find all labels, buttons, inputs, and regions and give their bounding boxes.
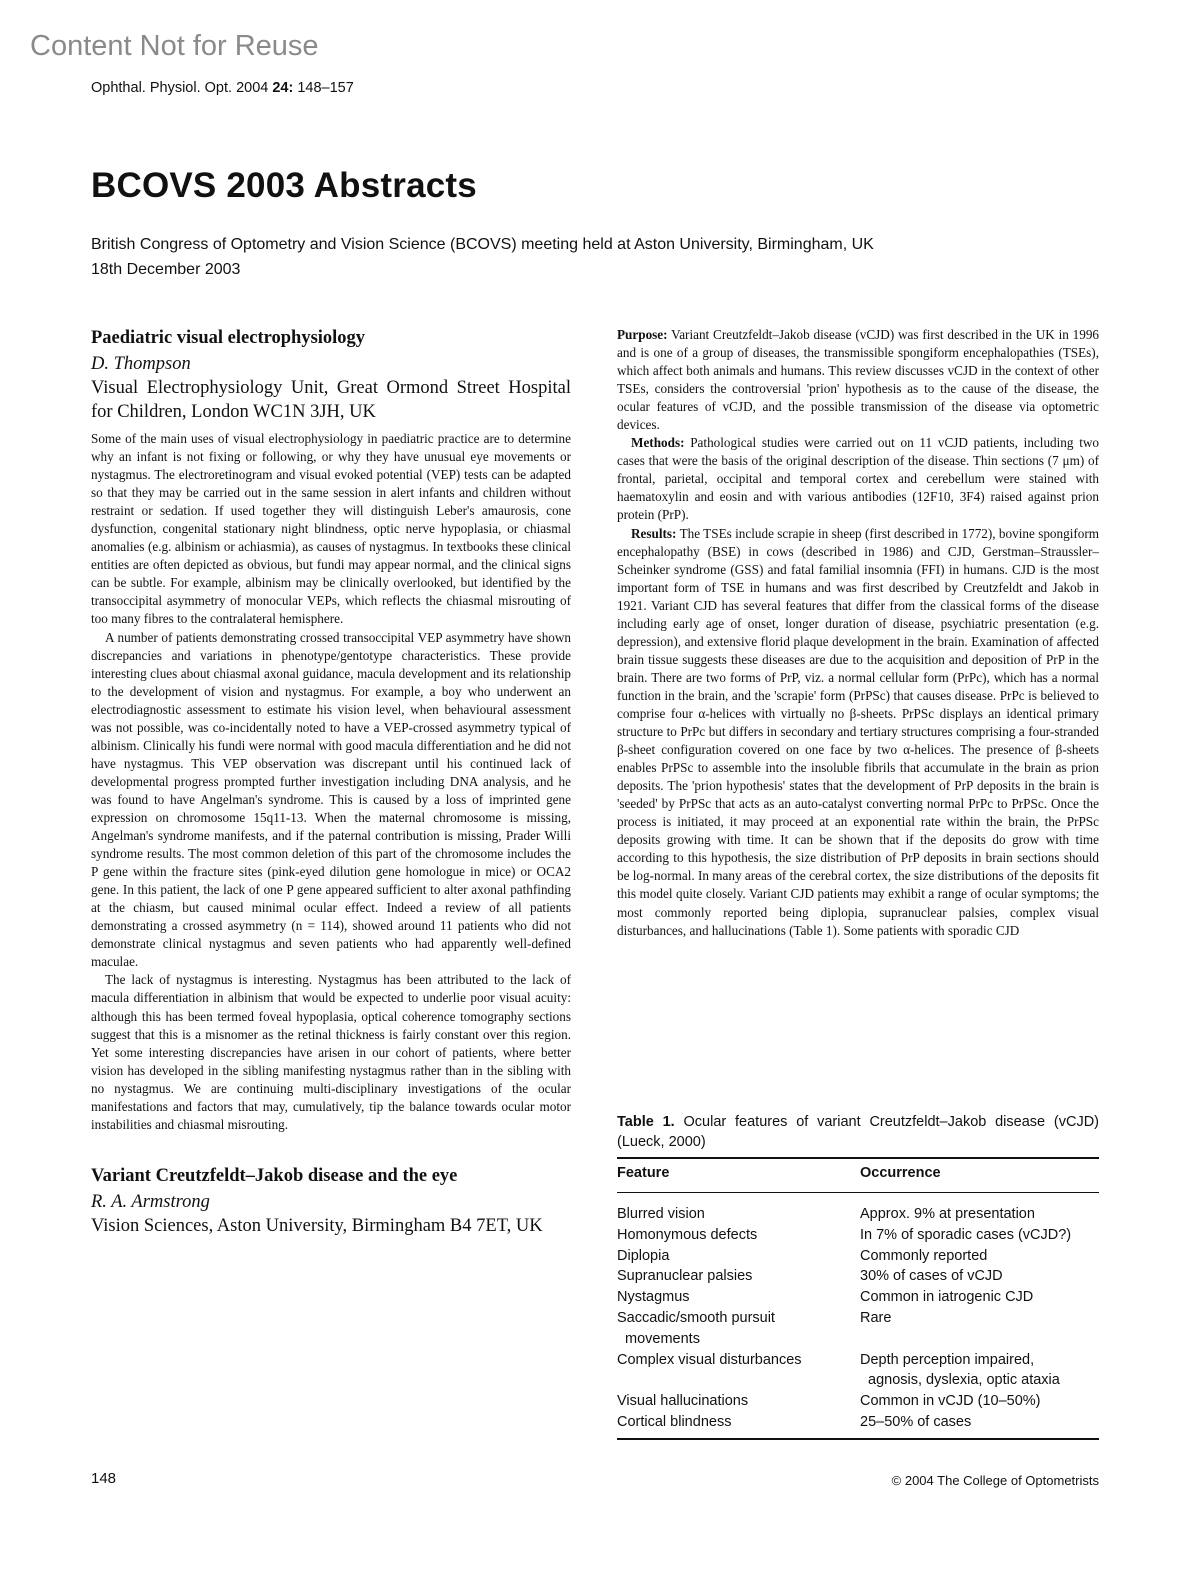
- abstract-title: Variant Creutzfeldt–Jakob disease and the eye: [91, 1165, 458, 1186]
- table-header-row: [617, 1158, 1099, 1193]
- table-cell: Supranuclear palsies: [617, 1268, 753, 1285]
- page-number: 148: [91, 1470, 117, 1487]
- methods-text: Pathological studies were carried out on 11 vCJD patients, including two cases that were the basis of the original description of the disease. Thin sections (7 μm) of frontal, parietal, occipital and temporal cortex and cerebellum were stained with haematoxylin and eosin and with various antibodies (12F10, 3F4) raised against prion protein (PrP).: [617, 435, 1099, 523]
- purpose-label: Purpose:: [617, 327, 668, 342]
- table-cell: 30% of cases of vCJD: [860, 1268, 1003, 1285]
- table-cell: 25–50% of cases: [860, 1413, 972, 1430]
- table-cell: Commonly reported: [860, 1247, 988, 1264]
- table-caption: [617, 1112, 1099, 1152]
- journal-citation: [91, 80, 354, 96]
- features-table: [617, 1157, 1099, 1440]
- table-cell: Diplopia: [617, 1247, 670, 1264]
- abstract-affiliation: Vision Sciences, Aston University, Birmingham B4 7ET, UK: [91, 1215, 543, 1236]
- table-row: [617, 1391, 1099, 1412]
- cell-line-continued: agnosis, dyslexia, optic ataxia: [868, 1372, 1060, 1389]
- abstract-paragraph: Some of the main uses of visual electrophysiology in paediatric practice are to determine why an infant is not fixing or following, or why they have unusual eye movements or nystagmus. The electroretinogram and visual evoked potential (VEP) tests can be adapted so that they may be carried out in the same session in alert infants and children without restraint or sedation. If used together they will distinguish Leber's amaurosis, cone dysfunction, congenital stationary night blindness, optic nerve hypoplasia, or chiasmal anomalies (e.g. albinism or achiasmia), as causes of nystagmus. In textbooks these clinical entities are often depicted as obvious, but fundi may appear normal, and the clinical signs can be subtle. For example, albinism may be clinically overlooked, but identified by the transoccipital asymmetry of monocular VEPs, which reflects the chiasmal misrouting of too many fibres to the contralateral hemisphere.: [91, 431, 571, 627]
- cell-line: Saccadic/smooth pursuit: [617, 1309, 775, 1326]
- table-cell: Nystagmus: [617, 1289, 690, 1306]
- copyright-notice: © 2004 The College of Optometrists: [891, 1473, 1099, 1488]
- table-row: [617, 1287, 1099, 1308]
- table-cell: In 7% of sporadic cases (vCJD?): [860, 1226, 1072, 1243]
- table-row: [617, 1193, 1099, 1225]
- abstract-vcjd-header: [91, 1164, 571, 1238]
- abstract-author: R. A. Armstrong: [91, 1191, 210, 1212]
- document-title: BCOVS 2003 Abstracts: [91, 166, 477, 205]
- table-row: [617, 1350, 1099, 1392]
- table-row: [617, 1225, 1099, 1246]
- table-label: Table 1.: [617, 1114, 675, 1130]
- table-cell: Blurred vision: [617, 1206, 705, 1222]
- table-row: [617, 1308, 1099, 1350]
- abstract-paragraph: A number of patients demonstrating crossed transoccipital VEP asymmetry have shown discrepancies and variations in phenotype/gentotype characteristics. These provide interesting clues about chiasmal axonal guidance, macula development and its relationship to the development of vision and nystagmus. For example, a boy who underwent an electrodiagnostic assessment to estimate his vision level, when behavioural assessment was not possible, was co-incidentally noted to have a VEP-crossed asymmetry typical of albinism. Clinically his fundi were normal with good macula differentiation and he did not have nystagmus. This VEP observation was discrepant until his continued lack of developmental progress prompted further investigation including DNA analysis, and he was found to have Angelman's syndrome. This is caused by a loss of imprinted gene expression on chromosome 15q11-13. When the maternal chromosome is missing, Angelman's syndrome manifests, and if the paternal contribution is missing, Prader Willi syndrome results. The most common deletion of this part of the chromosome includes the P gene within the fracture sites (pink-eyed dilution gene homologue in mice) or OCA2 gene. In this patient, the lack of one P gene appeared sufficient to alter axonal pathfinding at the chiasm, but caused minimal ocular effect. Indeed a review of all patients demonstrating a crossed asymmetry (n = 114), showed around 11 patients who did not demonstrate clinical nystagmus and seven patients who had apparently well-defined maculae.: [91, 629, 571, 970]
- table-cell: Homonymous defects: [617, 1226, 758, 1243]
- table-cell: Common in iatrogenic CJD: [860, 1289, 1034, 1306]
- results-label: Results:: [631, 525, 677, 541]
- table-row: [617, 1412, 1099, 1439]
- table-1: [617, 1112, 1099, 1440]
- methods-label: Methods:: [631, 435, 685, 451]
- watermark: Content Not for Reuse: [30, 30, 319, 62]
- left-column: [91, 326, 571, 1244]
- table-cell: Rare: [860, 1309, 892, 1326]
- table-caption-text: Ocular features of variant Creutzfeldt–Jakob disease (vCJD) (Lueck, 2000): [617, 1114, 1100, 1150]
- abstract-author: D. Thompson: [91, 354, 191, 374]
- journal-volume: 24:: [272, 80, 294, 96]
- abstract-paediatric: [91, 326, 571, 1134]
- table-cell: Cortical blindness: [617, 1413, 732, 1430]
- abstract-title: Paediatric visual electrophysiology: [91, 328, 366, 348]
- section-spacer: [91, 1134, 571, 1164]
- abstract-affiliation: Visual Electrophysiology Unit, Great Ormond Street Hospital for Children, London WC1N 3JH, UK: [91, 378, 571, 422]
- table-cell: Common in vCJD (10–50%): [860, 1393, 1041, 1410]
- cell-line: Depth perception impaired,: [860, 1351, 1035, 1368]
- right-column: [617, 326, 1099, 940]
- table-header-occurrence: Occurrence: [860, 1158, 1099, 1193]
- table-row: [617, 1266, 1099, 1287]
- abstract-paragraph: The lack of nystagmus is interesting. Nystagmus has been attributed to the lack of macula differentiation in albinism that would be expected to underlie poor visual acuity: although this has been termed foveal hypoplasia, optical coherence tomography sections suggest that this is a misnomer as the retinal thickness is fairly constant over this region. Yet some interesting discrepancies have arisen in our cohort of patients, where better vision has developed in the sibling manifesting nystagmus rather than in the sibling with no nystagmus. We are continuing multi-disciplinary investigations of the ocular manifestations and factors that may, cumulatively, tip the balance towards ocular motor instabilities and chiasmal misrouting.: [91, 972, 571, 1132]
- table-cell: Approx. 9% at presentation: [860, 1206, 1035, 1222]
- results-text: The TSEs include scrapie in sheep (first described in 1772), bovine spongiform encephalopathy (BSE) in cows (described in 1986) and CJD, Gerstman–Straussler–Scheinker syndrome (GSS) and fatal familial insomnia (FFI) in humans. CJD is the most important form of TSE in humans and was first described by Creutzfeldt and Jakob in 1921. Variant CJD has several features that differ from the classical forms of the disease including early age of onset, longer duration of disease, psychiatric presentation (e.g. depression), and extensive florid plaque development in the brain. Examination of affected brain tissue suggests these diseases are due to the acquisition and deposition of PrP in the brain. There are two forms of PrP, viz. a normal cellular form (PrPc), which has a normal function in the brain, and the 'scrapie' form (PrPSc) that causes disease. PrPc is believed to comprise four α-helices with virtually no β-sheets. PrPSc displays an identical primary structure to PrPc but differs in secondary and tertiary structures comprising a four-stranded β-sheet configuration covered on one face by two α-helices. The presence of β-sheets enables PrPSc to assemble into the insoluble fibrils that accumulate in the brain as prion deposits. The 'prion hypothesis' states that the development of PrP deposits in the brain is 'seeded' by PrPSc that acts as an auto-catalyst converting normal PrPc to PrPSc. Once the process is initiated, it may proceed at an exponential rate within the brain, the PrPSc deposits growing with time. It can be shown that if the deposits do grow with time according to this hypothesis, the size distribution of PrP deposits in brain sections should be log-normal. In many areas of the cerebral cortex, the size distributions of the deposits fit this model quite closely. Variant CJD patients may exhibit a range of ocular symptoms; the most commonly reported being diplopia, supranuclear palsies, complex visual disturbances, and hallucinations (Table 1). Some patients with sporadic CJD: [617, 525, 1099, 938]
- journal-name: Ophthal. Physiol. Opt. 2004: [91, 80, 269, 96]
- methods-paragraph: [617, 434, 1099, 524]
- journal-pages: 148–157: [297, 80, 354, 96]
- table-row: [617, 1246, 1099, 1267]
- table-cell: Visual hallucinations: [617, 1393, 749, 1410]
- cell-line-continued: movements: [625, 1330, 700, 1347]
- table-cell: Complex visual disturbances: [617, 1351, 802, 1368]
- table-cell: [860, 1350, 1099, 1392]
- purpose-paragraph: [617, 326, 1099, 434]
- document-subtitle: British Congress of Optometry and Vision Science (BCOVS) meeting held at Aston University, Birmingham, UK 18th December 2003: [91, 236, 874, 278]
- table-header-feature: Feature: [617, 1158, 860, 1193]
- purpose-text: Variant Creutzfeldt–Jakob disease (vCJD) was first described in the UK in 1996 and is one of a group of diseases, the transmissible spongiform encephalopathies (TSEs), which affect both animals and humans. This review discusses vCJD in the context of other TSEs, considers the controversial 'prion' hypothesis as to the cause of the disease, the ocular features of vCJD, and the possible transmission of the disease via optometric devices.: [617, 327, 1100, 433]
- table-cell: [617, 1308, 860, 1350]
- results-paragraph: [617, 525, 1099, 940]
